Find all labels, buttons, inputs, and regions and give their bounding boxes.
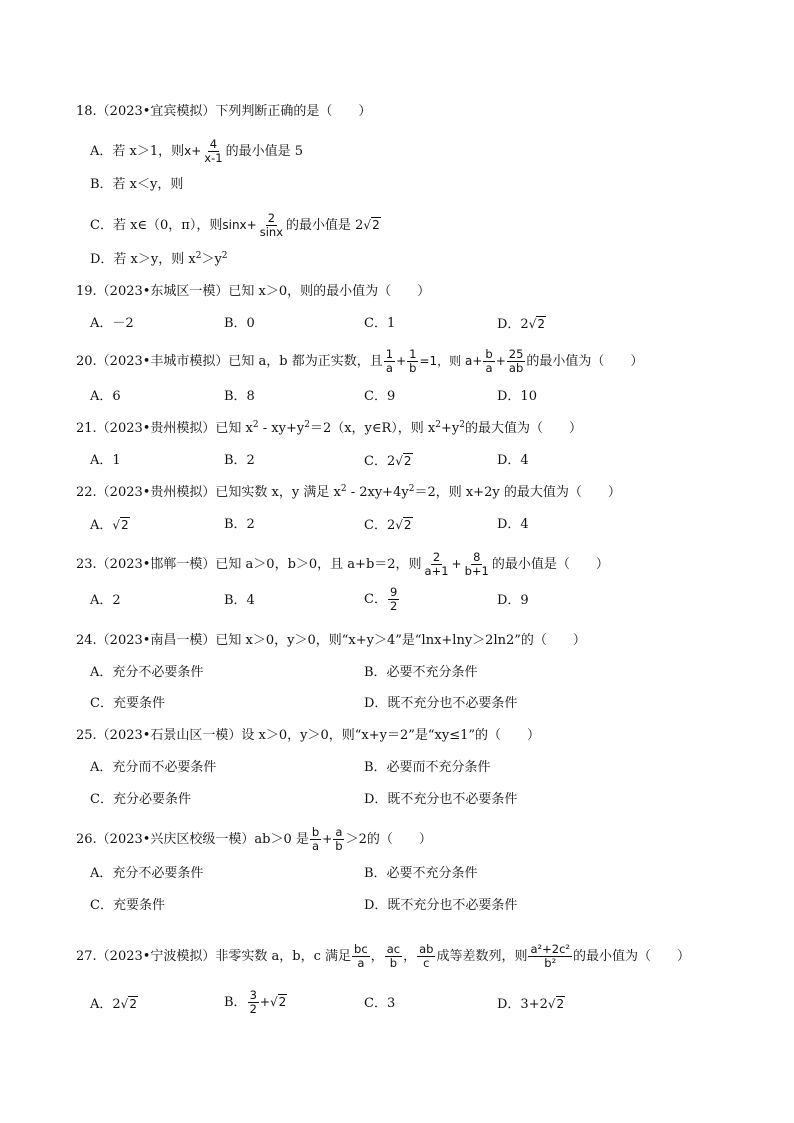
option-a-text: A．6 — [90, 389, 121, 404]
question-19-stem — [76, 284, 430, 300]
question-26-suffix: ＞2的（ ） — [345, 832, 432, 847]
question-22-option-b — [224, 517, 255, 533]
option-d-text: D．若 x＞y，则 x — [90, 252, 196, 267]
fraction — [385, 943, 402, 970]
math-expr: sinx+ — [222, 218, 257, 232]
option-a-text: A．充分不必要条件 — [90, 665, 204, 680]
question-24-stem — [76, 633, 586, 649]
radicand: 2 — [403, 454, 412, 468]
fraction — [417, 943, 435, 970]
fraction-denominator: b — [409, 361, 417, 375]
plus-sign: + — [259, 995, 270, 1009]
question-27-stem — [76, 943, 690, 970]
option-a-text: A．－2 — [90, 316, 134, 331]
math-expr: ＝2（x，y∈R），则 x — [309, 421, 436, 436]
option-b-text: B．0 — [224, 316, 255, 331]
superscript: 2 — [304, 420, 310, 430]
sqrt-expr: √2 — [269, 995, 287, 1009]
option-c-text: C．3 — [364, 996, 396, 1011]
math-expr: - xy+y — [258, 421, 305, 436]
radicand: 2 — [372, 218, 380, 232]
math-expr: =1，则 a+ — [419, 354, 483, 368]
fraction — [333, 826, 344, 853]
question-25-text: 25.（2023•石景山区一模）设 x＞0，y＞0，则“x+y＝2”是“xy≤1”的（ ） — [76, 728, 541, 743]
fraction-numerator: ac — [386, 942, 401, 956]
question-21-stem — [76, 421, 582, 437]
radicand: 2 — [278, 995, 287, 1009]
question-18-text: 18.（2023•宜宾模拟）下列判断正确的是（ ） — [76, 104, 372, 119]
question-21-option-c — [364, 453, 413, 470]
option-a-text: A．1 — [90, 453, 121, 468]
superscript: 2 — [435, 420, 441, 430]
question-18-stem — [76, 104, 371, 120]
fraction-denominator: a — [385, 361, 393, 375]
option-b-text: B．必要不充分条件 — [364, 866, 478, 881]
radicand: 2 — [537, 317, 545, 331]
question-19-option-a — [90, 316, 134, 332]
question-19-text: 19.（2023•东城区一模）已知 x＞0，则的最小值为（ ） — [76, 284, 431, 299]
question-27-option-d — [497, 996, 565, 1013]
option-d-text: D．9 — [497, 593, 529, 608]
fraction — [407, 348, 418, 375]
separator: ， — [403, 949, 417, 964]
fraction-numerator: 1 — [409, 347, 417, 361]
math-expr: x+ — [184, 144, 202, 158]
question-24-option-b — [364, 665, 478, 681]
question-26-text: 26.（2023•兴庆区校级一模）ab＞0 是 — [76, 832, 309, 847]
fraction — [258, 212, 285, 239]
math-expr: - 2xy+4y — [346, 485, 409, 500]
question-19-option-b — [224, 316, 255, 332]
option-c-text: C．2 — [364, 518, 396, 533]
fraction — [388, 586, 399, 613]
option-c-text: C．若 x∈（0，π），则 — [90, 218, 223, 233]
option-c-text: C．充分必要条件 — [90, 792, 191, 807]
fraction — [384, 348, 395, 375]
fraction-numerator: b — [311, 825, 320, 839]
question-23-text: 23.（2023•邯郸一模）已知 a＞0，b＞0，且 a+b＝2，则 — [76, 557, 422, 572]
fraction-numerator: 3 — [249, 988, 257, 1002]
question-21-suffix: 的最大值为（ ） — [464, 421, 582, 436]
sqrt-expr: √2 — [395, 518, 412, 532]
plus-sign: + — [396, 354, 407, 368]
fraction-denominator: a+1 — [424, 564, 449, 578]
option-c-text: C． — [364, 592, 387, 607]
option-d-text: D．10 — [497, 389, 537, 404]
question-22-option-d — [497, 517, 529, 533]
option-b-text: B．必要而不充分条件 — [364, 760, 491, 775]
fraction-denominator: 2 — [249, 1002, 257, 1016]
option-c-text: C．充要条件 — [90, 898, 165, 913]
fraction — [310, 826, 321, 853]
fraction-numerator: 2 — [267, 211, 276, 225]
question-24-option-a — [90, 665, 203, 681]
fraction-denominator: x-1 — [204, 151, 223, 165]
question-26-option-b — [364, 866, 478, 882]
fraction-denominator: c — [423, 956, 430, 970]
option-d-text: D．既不充分也不必要条件 — [364, 696, 518, 711]
option-b-text: B．必要不充分条件 — [364, 665, 478, 680]
math-expr: +y — [441, 421, 460, 436]
fraction-denominator: a — [357, 956, 365, 970]
option-d-text: D．既不充分也不必要条件 — [364, 898, 518, 913]
question-20-stem — [76, 348, 643, 375]
sqrt-expr: √2 — [112, 518, 129, 532]
fraction-numerator: bc — [354, 942, 368, 956]
question-22-option-a — [90, 517, 130, 534]
option-d-text: D．4 — [497, 453, 529, 468]
radicand: 2 — [121, 518, 129, 532]
option-d-text: D．既不充分也不必要条件 — [364, 792, 518, 807]
question-26-option-a — [90, 866, 203, 882]
question-27-suffix: 的最小值为（ ） — [573, 949, 691, 964]
question-24-text: 24.（2023•南昌一模）已知 x＞0，y＞0，则“x+y＞4”是“lnx+lny＞2ln2”的（ ） — [76, 633, 586, 648]
option-b-text: B． — [224, 995, 247, 1010]
sqrt-expr: √2 — [547, 997, 565, 1011]
question-19-option-c — [364, 316, 395, 332]
question-20-text: 20.（2023•丰城市模拟）已知 a，b 都为正实数，且 — [76, 354, 383, 369]
fraction — [483, 348, 494, 375]
sqrt-expr: √2 — [120, 997, 137, 1011]
plus-sign: + — [451, 557, 462, 571]
option-c-text: C．充要条件 — [90, 696, 165, 711]
question-18-option-b — [90, 177, 183, 193]
option-c-text: C．9 — [364, 389, 396, 404]
superscript: 2 — [459, 420, 465, 430]
option-a-text: A．充分而不必要条件 — [90, 760, 217, 775]
fraction — [248, 989, 259, 1016]
question-23-option-d — [497, 593, 529, 609]
question-25-option-b — [364, 760, 491, 776]
fraction-denominator: b+1 — [464, 564, 489, 578]
plus-sign: + — [495, 354, 506, 368]
question-27-text: 27.（2023•宁波模拟）非零实数 a，b，c 满足 — [76, 949, 352, 964]
option-d-text: D．2 — [497, 317, 529, 332]
question-20-suffix: 的最小值为（ ） — [526, 354, 644, 369]
question-24-option-c — [90, 696, 165, 712]
fraction-numerator: 8 — [473, 550, 481, 564]
option-c-text: C．1 — [364, 316, 396, 331]
superscript: 2 — [408, 484, 415, 494]
option-c-text: C．2 — [364, 454, 396, 469]
option-a-text: A．若 x＞1，则 — [90, 144, 185, 159]
question-25-stem — [76, 728, 540, 744]
fraction-numerator: ab — [419, 942, 434, 956]
question-26-option-c — [90, 898, 165, 914]
question-21-text: 21.（2023•贵州模拟）已知 x — [76, 421, 253, 436]
question-25-option-d — [364, 792, 517, 808]
question-22-text: 22.（2023•贵州模拟）已知实数 x，y 满足 x — [76, 485, 341, 500]
fraction-numerator: a²+2c² — [530, 942, 570, 956]
fraction-denominator: a — [312, 839, 320, 853]
question-23-option-c — [364, 586, 400, 613]
fraction-denominator: b — [389, 956, 398, 970]
superscript: 2 — [195, 251, 202, 261]
question-18-option-a — [90, 138, 303, 165]
question-20-option-b — [224, 389, 255, 405]
option-a-text: A．充分不必要条件 — [90, 866, 204, 881]
option-b-text: B．8 — [224, 389, 255, 404]
option-b-text: B．若 x＜y，则 — [90, 177, 184, 192]
fraction-numerator: b — [485, 347, 493, 361]
fraction-numerator: 1 — [385, 347, 394, 361]
radicand: 2 — [403, 518, 412, 532]
question-21-option-a — [90, 453, 121, 469]
option-a-text: A． — [90, 518, 113, 533]
question-26-stem — [76, 826, 432, 853]
question-20-option-d — [497, 389, 537, 405]
option-a-suffix: 的最小值是 5 — [225, 144, 303, 159]
fraction-numerator: 2 — [432, 550, 441, 564]
question-22-stem — [76, 485, 621, 501]
superscript: 2 — [221, 251, 228, 261]
fraction-denominator: sinx — [259, 225, 283, 239]
option-d-text: D．3+2 — [497, 997, 548, 1012]
question-23-stem — [76, 551, 609, 578]
fraction-numerator: 9 — [389, 585, 398, 599]
sqrt-expr: √2 — [395, 454, 412, 468]
fraction — [463, 551, 491, 578]
separator: ， — [370, 949, 384, 964]
superscript: 2 — [252, 420, 259, 430]
fraction-numerator: a — [335, 825, 343, 839]
fraction-numerator: 25 — [508, 347, 524, 361]
question-25-option-c — [90, 792, 191, 808]
fraction-numerator: 4 — [209, 137, 218, 151]
option-d-mid: ＞y — [201, 252, 222, 267]
fraction-denominator: a — [485, 361, 493, 375]
fraction-denominator: b² — [544, 956, 557, 970]
question-22-option-c — [364, 517, 413, 534]
question-22-suffix: ＝2，则 x+2y 的最大值为（ ） — [414, 485, 621, 500]
option-b-text: B．4 — [224, 593, 255, 608]
question-23-option-a — [90, 593, 121, 609]
question-21-option-d — [497, 453, 529, 469]
radicand: 2 — [556, 997, 565, 1011]
sqrt-expr: √2 — [363, 218, 380, 232]
question-18-option-c — [90, 212, 381, 239]
question-23-suffix: 的最小值是（ ） — [491, 557, 609, 572]
question-18-option-d — [90, 252, 228, 268]
question-20-option-c — [364, 389, 395, 405]
fraction — [507, 348, 526, 375]
question-27-option-b — [224, 989, 287, 1016]
sqrt-expr: √2 — [528, 317, 545, 331]
question-23-option-b — [224, 593, 255, 609]
question-25-option-a — [90, 760, 216, 776]
option-b-text: B．2 — [224, 453, 255, 468]
fraction — [352, 943, 370, 970]
plus-sign: + — [322, 832, 333, 846]
fraction — [528, 943, 572, 970]
question-27-option-a — [90, 996, 138, 1013]
question-24-option-d — [364, 696, 517, 712]
fraction-denominator: ab — [508, 361, 524, 375]
question-21-option-b — [224, 453, 255, 469]
question-26-option-d — [364, 898, 517, 914]
fraction — [202, 138, 224, 165]
radicand: 2 — [129, 997, 137, 1011]
question-27-mid: 成等差数列，则 — [436, 949, 528, 964]
option-d-text: D．4 — [497, 517, 529, 532]
superscript: 2 — [340, 484, 347, 494]
question-20-option-a — [90, 389, 121, 405]
option-a-text: A．2 — [90, 593, 121, 608]
fraction-denominator: 2 — [389, 599, 398, 613]
option-b-text: B．2 — [224, 517, 255, 532]
option-c-suffix: 的最小值是 2 — [286, 218, 364, 233]
question-27-option-c — [364, 996, 395, 1012]
fraction-denominator: b — [335, 839, 343, 853]
fraction — [423, 551, 451, 578]
option-a-text: A．2 — [90, 997, 121, 1012]
question-19-option-d — [497, 316, 546, 333]
